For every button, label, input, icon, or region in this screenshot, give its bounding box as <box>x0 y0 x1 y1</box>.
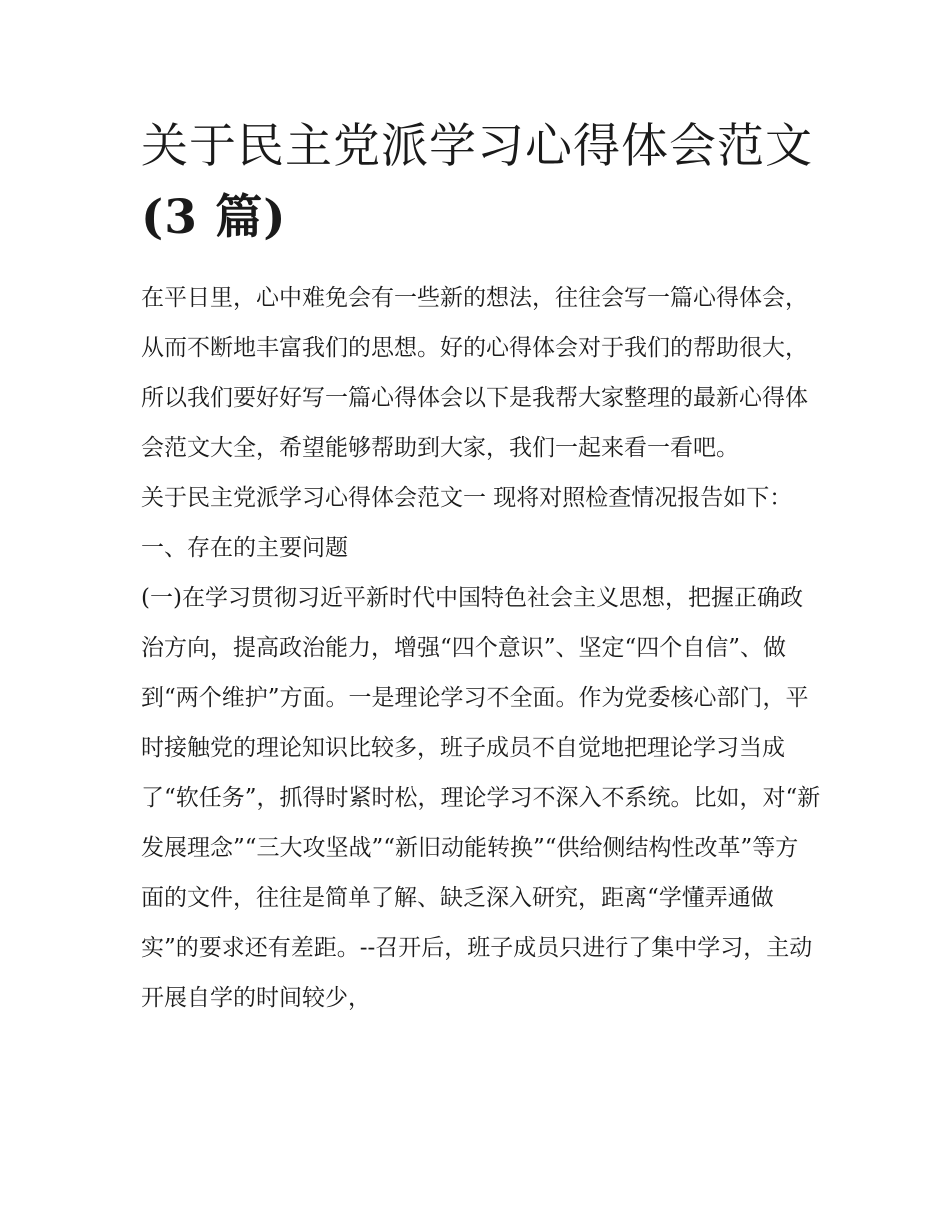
document-page <box>141 112 821 1023</box>
document-title <box>141 112 821 253</box>
title-main: 关于民主党派学习心得体会范文 <box>141 119 813 174</box>
body-paragraph: (一)在学习贯彻习近平新时代中国特色社会主义思想，把握正确政治方向，提高政治能力，增强“四个意识”、坚定“四个自信”、做到“两个维护”方面。一是理论学习不全面。作为党委核心部门，平时接触党的理论知识比较多，班子成员不自觉地把理论学习当成了“软任务”，抓得时紧时松，理论学习不深入不系统。比如，对“新发展理念”“三大攻坚战”“新旧动能转换”“供给侧结构性改革”等方面的文件，往往是简单了解、缺乏深入研究，距离“学懂弄通做实”的要求还有差距。--召开后，班子成员只进行了集中学习，主动开展自学的时间较少， <box>141 585 821 1011</box>
intro-paragraph: 在平日里，心中难免会有一些新的想法，往往会写一篇心得体会，从而不断地丰富我们的思想。好的心得体会对于我们的帮助很大，所以我们要好好写一篇心得体会以下是我帮大家整理的最新心得体会范文大全，希望能够帮助到大家，我们一起来看一看吧。 <box>141 285 808 461</box>
section-heading-paragraph: 关于民主党派学习心得体会范文一 现将对照检查情况报告如下： 一、存在的主要问题 <box>141 485 793 561</box>
title-suffix: (3 篇) <box>141 189 287 245</box>
